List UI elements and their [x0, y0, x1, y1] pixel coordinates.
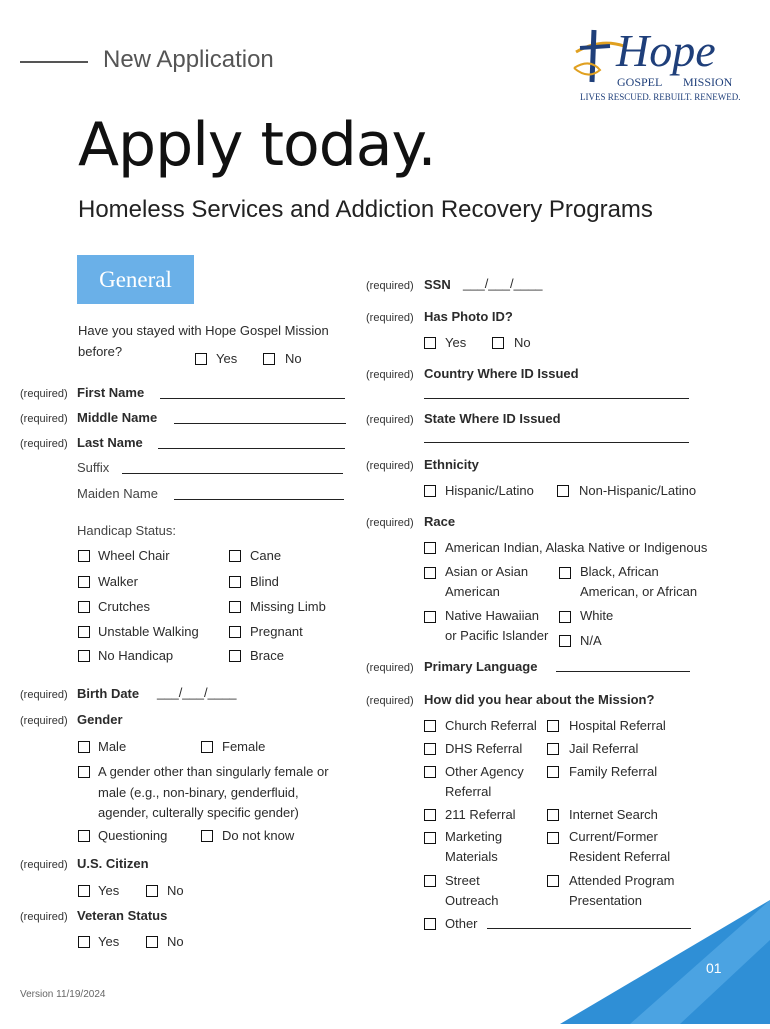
- race-checkbox[interactable]: [424, 542, 436, 554]
- referral-checkbox[interactable]: [547, 832, 559, 844]
- photo-id-yes-label: Yes: [445, 335, 467, 350]
- referral-option: Marketing: [445, 829, 503, 844]
- required-tag: (required): [20, 413, 68, 425]
- gender-unknown-checkbox[interactable]: [201, 830, 213, 842]
- required-tag: (required): [366, 517, 414, 529]
- gender-other-label: agender, culterally specific gender): [98, 805, 299, 820]
- ssn-label: SSN: [424, 277, 451, 292]
- us-citizen-label: U.S. Citizen: [77, 856, 149, 871]
- handicap-option: Cane: [250, 548, 282, 563]
- race-option: Black, African: [580, 564, 659, 579]
- birth-date-label: Birth Date: [77, 686, 140, 701]
- photo-id-no-label: No: [514, 335, 531, 350]
- state-id-field[interactable]: [424, 442, 689, 443]
- race-option: White: [580, 608, 614, 623]
- referral-option: Family Referral: [569, 764, 658, 779]
- handicap-option: Unstable Walking: [98, 624, 199, 639]
- veteran-yes-checkbox[interactable]: [78, 936, 90, 948]
- header-rule: [20, 61, 88, 63]
- veteran-no-checkbox[interactable]: [146, 936, 158, 948]
- race-option: American: [445, 584, 500, 599]
- handicap-option: Crutches: [98, 599, 151, 614]
- logo-gospel: GOSPEL: [617, 75, 663, 89]
- referral-checkbox[interactable]: [547, 766, 559, 778]
- race-option: Native Hawaiian: [445, 608, 539, 623]
- citizen-no-label: No: [167, 883, 184, 898]
- stayed-no-label: No: [285, 351, 302, 366]
- required-tag: (required): [20, 438, 68, 450]
- state-id-label: State Where ID Issued: [424, 411, 561, 426]
- handicap-status-label: Handicap Status:: [77, 523, 177, 538]
- race-option: American, or African: [580, 584, 698, 599]
- stayed-question-line2: before?: [78, 344, 123, 359]
- citizen-no-checkbox[interactable]: [146, 885, 158, 897]
- hear-about-label: How did you hear about the Mission?: [424, 692, 655, 707]
- race-option: American Indian, Alaska Native or Indigenous: [445, 540, 708, 555]
- race-checkbox[interactable]: [559, 567, 571, 579]
- referral-option: 211 Referral: [445, 807, 516, 822]
- suffix-label: Suffix: [77, 460, 110, 475]
- gender-male-checkbox[interactable]: [78, 741, 90, 753]
- gender-other-label: male (e.g., non-binary, genderfluid,: [98, 785, 299, 800]
- gender-female-checkbox[interactable]: [201, 741, 213, 753]
- stayed-yes-label: Yes: [216, 351, 238, 366]
- page-title: Apply today.: [78, 110, 436, 180]
- referral-checkbox[interactable]: [424, 720, 436, 732]
- primary-language-field[interactable]: [556, 671, 690, 672]
- referral-checkbox[interactable]: [547, 875, 559, 887]
- veteran-yes-label: Yes: [98, 934, 120, 949]
- referral-option: Current/Former: [569, 829, 658, 844]
- referral-other-label: Other: [445, 916, 478, 931]
- handicap-checkbox[interactable]: [229, 550, 241, 562]
- referral-option: Hospital Referral: [569, 718, 666, 733]
- race-option: Asian or Asian: [445, 564, 529, 579]
- page-number: 01: [706, 960, 722, 976]
- handicap-option: No Handicap: [98, 648, 174, 663]
- logo-tagline: LIVES RESCUED. REBUILT. RENEWED.: [580, 92, 741, 102]
- referral-option: Materials: [445, 849, 498, 864]
- handicap-option: Brace: [250, 648, 284, 663]
- photo-id-label: Has Photo ID?: [424, 309, 513, 324]
- gender-questioning-label: Questioning: [98, 828, 168, 843]
- handicap-checkbox[interactable]: [229, 626, 241, 638]
- maiden-name-label: Maiden Name: [77, 486, 158, 501]
- corner-decoration: [560, 900, 770, 1024]
- referral-checkbox[interactable]: [424, 766, 436, 778]
- referral-option: Street: [445, 873, 480, 888]
- hispanic-checkbox[interactable]: [424, 485, 436, 497]
- referral-option: Jail Referral: [569, 741, 639, 756]
- race-checkbox[interactable]: [559, 611, 571, 623]
- first-name-label: First Name: [77, 385, 145, 400]
- required-tag: (required): [20, 911, 68, 923]
- photo-id-no-checkbox[interactable]: [492, 337, 504, 349]
- version-text: Version 11/19/2024: [20, 989, 106, 1000]
- gender-other-label: A gender other than singularly female or: [98, 764, 329, 779]
- referral-checkbox[interactable]: [424, 875, 436, 887]
- referral-checkbox[interactable]: [424, 809, 436, 821]
- referral-option: Other Agency: [445, 764, 524, 779]
- referral-checkbox[interactable]: [547, 720, 559, 732]
- referral-checkbox[interactable]: [424, 743, 436, 755]
- referral-option: Church Referral: [445, 718, 537, 733]
- race-checkbox[interactable]: [424, 611, 436, 623]
- referral-option: Attended Program: [569, 873, 675, 888]
- required-tag: (required): [366, 312, 414, 324]
- handicap-option: Pregnant: [250, 624, 303, 639]
- handicap-checkbox[interactable]: [78, 576, 90, 588]
- stayed-yes-checkbox[interactable]: [195, 353, 207, 365]
- required-tag: (required): [366, 414, 414, 426]
- primary-language-label: Primary Language: [424, 659, 538, 674]
- logo-mission: MISSION: [683, 75, 733, 89]
- race-option: or Pacific Islander: [445, 628, 549, 643]
- maiden-name-field[interactable]: [174, 499, 344, 500]
- general-section-label: General: [77, 255, 194, 304]
- veteran-no-label: No: [167, 934, 184, 949]
- handicap-option: Wheel Chair: [98, 548, 170, 563]
- citizen-yes-label: Yes: [98, 883, 120, 898]
- ethnicity-label: Ethnicity: [424, 457, 479, 472]
- gender-label: Gender: [77, 712, 123, 727]
- handicap-option: Walker: [98, 574, 138, 589]
- referral-other-checkbox[interactable]: [424, 918, 436, 930]
- page-subtitle: Homeless Services and Addiction Recovery Programs: [78, 196, 653, 223]
- non-hispanic-checkbox[interactable]: [557, 485, 569, 497]
- gender-male-label: Male: [98, 739, 127, 754]
- race-checkbox[interactable]: [559, 635, 571, 647]
- referral-option: Resident Referral: [569, 849, 671, 864]
- gender-female-label: Female: [222, 739, 266, 754]
- hispanic-label: Hispanic/Latino: [445, 483, 534, 498]
- handicap-checkbox[interactable]: [78, 550, 90, 562]
- gender-questioning-checkbox[interactable]: [78, 830, 90, 842]
- referral-option: Internet Search: [569, 807, 658, 822]
- veteran-status-label: Veteran Status: [77, 908, 168, 923]
- handicap-checkbox[interactable]: [229, 601, 241, 613]
- ssn-field[interactable]: ___/___/____: [463, 276, 543, 291]
- race-checkbox[interactable]: [424, 567, 436, 579]
- logo-name: Hope: [616, 25, 716, 76]
- required-tag: (required): [366, 460, 414, 472]
- referral-option: Outreach: [445, 893, 499, 908]
- referral-option: Presentation: [569, 893, 642, 908]
- gender-other-checkbox[interactable]: [78, 766, 90, 778]
- stayed-question-line1: Have you stayed with Hope Gospel Mission: [78, 323, 329, 338]
- last-name-field[interactable]: [158, 448, 345, 449]
- referral-option: DHS Referral: [445, 741, 523, 756]
- gender-unknown-label: Do not know: [222, 828, 295, 843]
- required-tag: (required): [366, 369, 414, 381]
- handicap-option: Blind: [250, 574, 279, 589]
- country-id-field[interactable]: [424, 398, 689, 399]
- country-id-label: Country Where ID Issued: [424, 366, 579, 381]
- referral-checkbox[interactable]: [424, 832, 436, 844]
- handicap-checkbox[interactable]: [78, 626, 90, 638]
- referral-checkbox[interactable]: [547, 743, 559, 755]
- last-name-label: Last Name: [77, 435, 143, 450]
- handicap-option: Missing Limb: [250, 599, 326, 614]
- handicap-checkbox[interactable]: [229, 650, 241, 662]
- citizen-yes-checkbox[interactable]: [78, 885, 90, 897]
- required-tag: (required): [20, 388, 68, 400]
- middle-name-field[interactable]: [174, 423, 346, 424]
- section-title: New Application: [103, 46, 274, 73]
- required-tag: (required): [20, 859, 68, 871]
- referral-option: Referral: [445, 784, 492, 799]
- required-tag: (required): [366, 695, 414, 707]
- required-tag: (required): [366, 662, 414, 674]
- required-tag: (required): [366, 280, 414, 292]
- race-option: N/A: [580, 633, 602, 648]
- suffix-field[interactable]: [122, 473, 343, 474]
- hope-gospel-mission-logo: [570, 24, 750, 108]
- race-label: Race: [424, 514, 456, 529]
- handicap-checkbox[interactable]: [78, 601, 90, 613]
- required-tag: (required): [20, 689, 68, 701]
- stayed-no-checkbox[interactable]: [263, 353, 275, 365]
- referral-checkbox[interactable]: [547, 809, 559, 821]
- handicap-checkbox[interactable]: [78, 650, 90, 662]
- handicap-checkbox[interactable]: [229, 576, 241, 588]
- first-name-field[interactable]: [160, 398, 345, 399]
- non-hispanic-label: Non-Hispanic/Latino: [579, 483, 697, 498]
- middle-name-label: Middle Name: [77, 410, 158, 425]
- birth-date-field[interactable]: ___/___/____: [157, 685, 237, 700]
- photo-id-yes-checkbox[interactable]: [424, 337, 436, 349]
- required-tag: (required): [20, 715, 68, 727]
